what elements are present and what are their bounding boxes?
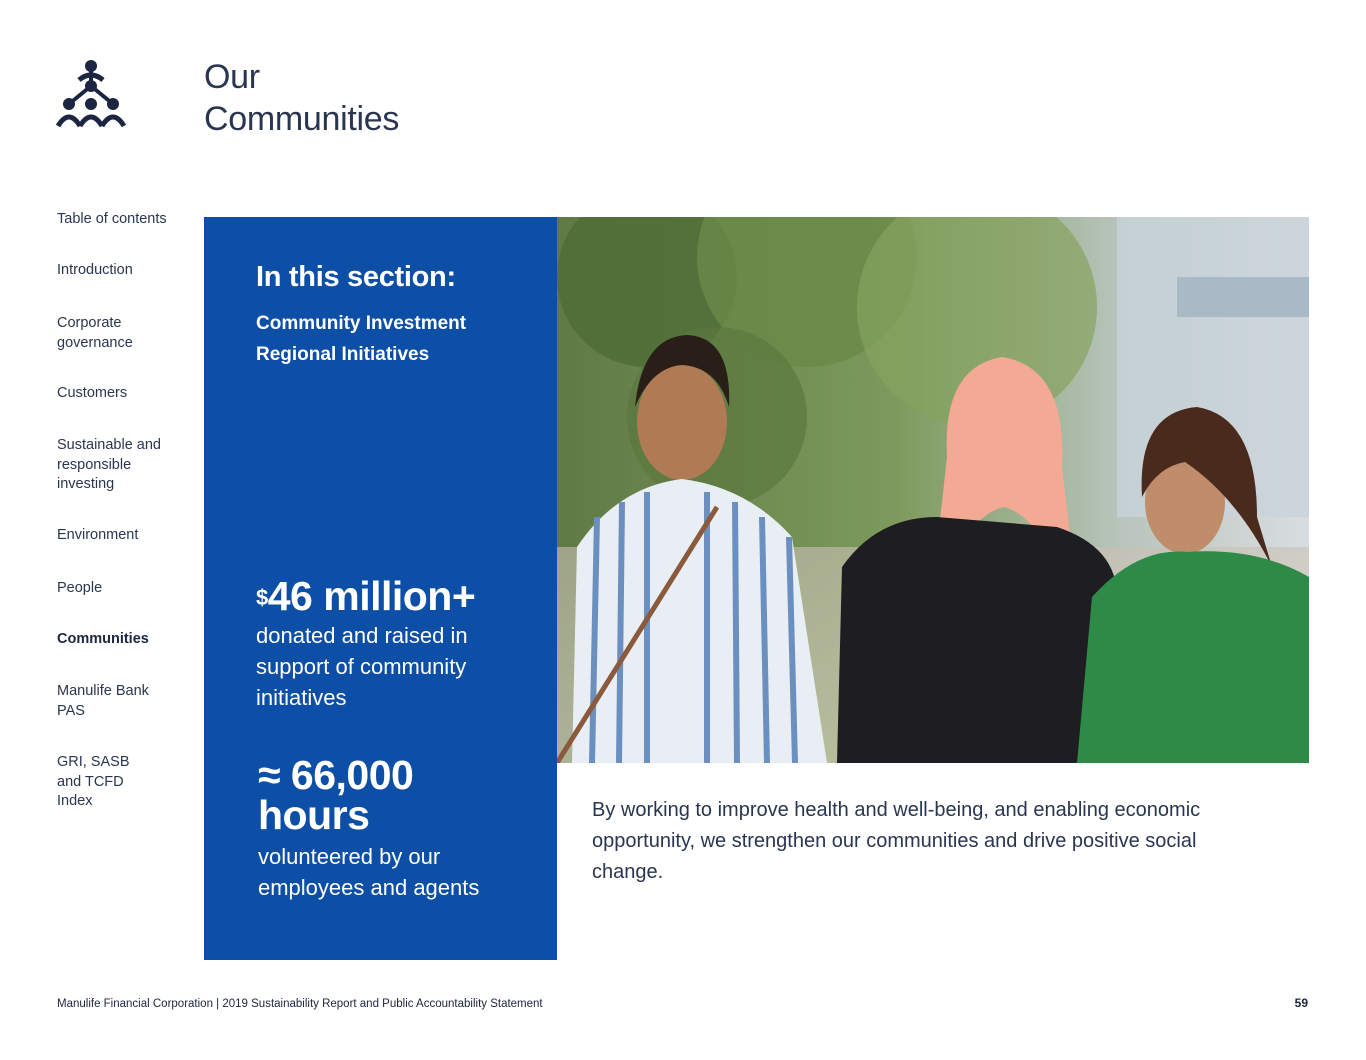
nav-item-communities[interactable]: Communities — [57, 631, 149, 647]
section-summary-panel — [204, 217, 557, 960]
page-number: 59 — [1294, 996, 1308, 1010]
donations-amount: 46 million+ — [267, 573, 476, 619]
donations-stat-description: donated and raised in support of community initiatives — [256, 623, 468, 710]
currency-symbol: $ — [256, 585, 268, 610]
community-photo — [557, 217, 1309, 763]
nav-item-sustainable-investing[interactable]: Sustainable and responsible investing — [57, 437, 161, 492]
section-links — [256, 308, 466, 370]
nav-item-gri-sasb-tcfd-index[interactable]: GRI, SASB and TCFD Index — [57, 754, 130, 809]
nav-item-corporate-governance[interactable]: Corporate governance — [57, 315, 133, 351]
link-community-investment[interactable]: Community Investment — [256, 313, 467, 334]
page-title — [204, 56, 399, 140]
volunteer-hours-stat-description: volunteered by our employees and agents — [258, 844, 480, 900]
page-title-line1: Our — [204, 58, 260, 96]
page-title-line2: Communities — [204, 100, 400, 138]
nav-item-manulife-bank-pas[interactable]: Manulife Bank PAS — [57, 683, 149, 719]
community-network-icon — [56, 58, 126, 130]
nav-item-introduction[interactable]: Introduction — [57, 262, 133, 278]
section-intro-text: By working to improve health and well-being, and enabling economic opportunity, we strengthen our communities and drive positive social change. — [592, 799, 1201, 883]
nav-item-environment[interactable]: Environment — [57, 527, 139, 543]
nav-item-table-of-contents[interactable]: Table of contents — [57, 211, 167, 227]
footer-text: Manulife Financial Corporation | 2019 Sustainability Report and Public Accountability Statement — [57, 998, 543, 1010]
nav-item-customers[interactable]: Customers — [57, 385, 128, 401]
nav-item-people[interactable]: People — [57, 580, 103, 596]
donations-stat-value — [256, 572, 475, 620]
volunteer-hours-stat-value: ≈ 66,000 hours — [258, 752, 414, 838]
link-regional-initiatives[interactable]: Regional Initiatives — [256, 344, 430, 365]
section-heading: In this section: — [256, 261, 456, 293]
